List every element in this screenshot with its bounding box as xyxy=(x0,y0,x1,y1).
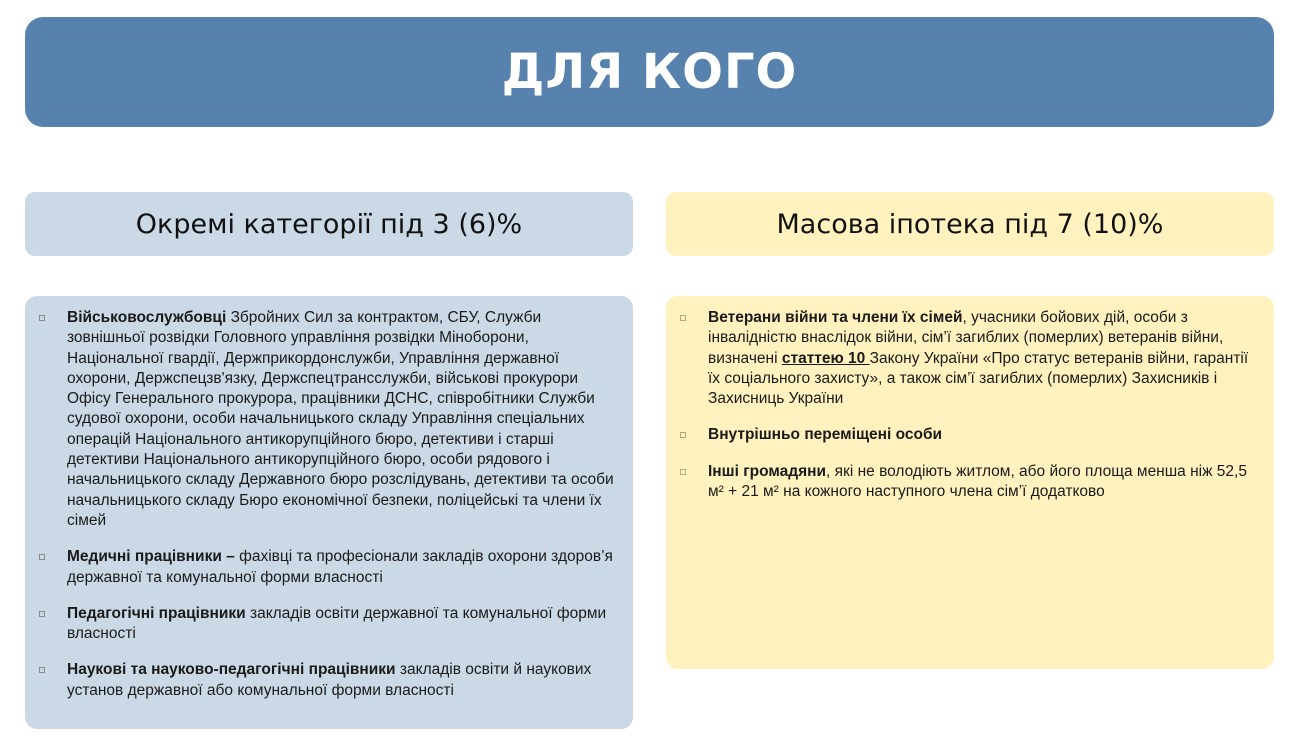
right-column-title: Масова іпотека під 7 (10)% xyxy=(666,192,1274,256)
item-bold: Медичні працівники – xyxy=(67,548,235,566)
left-panel xyxy=(25,296,633,729)
list-item xyxy=(39,660,621,701)
law-article-link[interactable]: статтею 10 xyxy=(781,349,870,367)
square-bullet-icon xyxy=(39,315,45,321)
item-text: , які не володіють житлом, або його площа менша ніж 52,5 м² + 21 м² на кожного наступного члена сім’ї додатково xyxy=(708,462,1247,501)
square-bullet-icon xyxy=(39,667,45,673)
item-bold: Військовослужбовці xyxy=(67,309,227,326)
item-bold: Інші громадяни xyxy=(708,462,827,480)
right-panel xyxy=(666,296,1274,669)
item-bold: Ветерани війни та члени їх сімей xyxy=(708,309,963,326)
left-list xyxy=(39,308,621,701)
item-text: , учасники бойових дій, особи з інвалідністю внаслідок війни, сім’ї загиблих (померлих) ветеранів війни, визначені xyxy=(708,309,1224,367)
list-item xyxy=(680,425,1262,445)
right-list xyxy=(680,308,1262,502)
item-text: закладів освіти державної та комунальної форми власності xyxy=(67,604,607,643)
item-bold: Наукові та науково-педагогічні працівники xyxy=(67,661,396,679)
list-item xyxy=(680,308,1262,409)
list-item xyxy=(39,604,621,645)
item-text: Збройних Сил за контрактом, СБУ, Служби зовнішньої розвідки Головного управління розвідки Міноборони, Національної гвардії, Держприкордонслужби, Управління державної охорони, Держспецзв'язку, Держспецтрансслужби, військові прокурори Офісу Генерального прокурора, працівники ДСНС, співробітники Служби судової охорони, особи начальницького складу Управління спеціальних операцій Національного антикорупційного бюро, детективи і старші детективи Національного антикорупційного бюро, особи рядового і начальницького складу Державного бюро розслідувань, детективи та особи начальницького складу Бюро економічної безпеки, поліцейські та члени їх сімей xyxy=(67,309,614,529)
item-bold: Педагогічні працівники xyxy=(67,604,246,622)
item-text: закладів освіти й наукових установ державної або комунальної форми власності xyxy=(67,661,592,699)
item-bold: Внутрішньо переміщені особи xyxy=(708,426,943,444)
list-item xyxy=(680,462,1262,503)
item-text: Закону України «Про статус ветеранів війни, гарантії їх соціального захисту», а також сім’ї загиблих (померлих) Захисників і Захисниць України xyxy=(708,349,1249,408)
square-bullet-icon xyxy=(680,469,686,475)
square-bullet-icon xyxy=(39,611,45,617)
item-text: фахівці та професіонали закладів охорони здоров’я державної та комунальної форми власності xyxy=(67,548,613,586)
page-title: ДЛЯ КОГО xyxy=(501,44,798,100)
square-bullet-icon xyxy=(680,315,686,321)
header-banner xyxy=(25,17,1274,127)
square-bullet-icon xyxy=(680,432,686,438)
list-item xyxy=(39,308,621,531)
list-item xyxy=(39,547,621,588)
square-bullet-icon xyxy=(39,554,45,560)
left-column-title: Окремі категорії під 3 (6)% xyxy=(25,192,633,256)
